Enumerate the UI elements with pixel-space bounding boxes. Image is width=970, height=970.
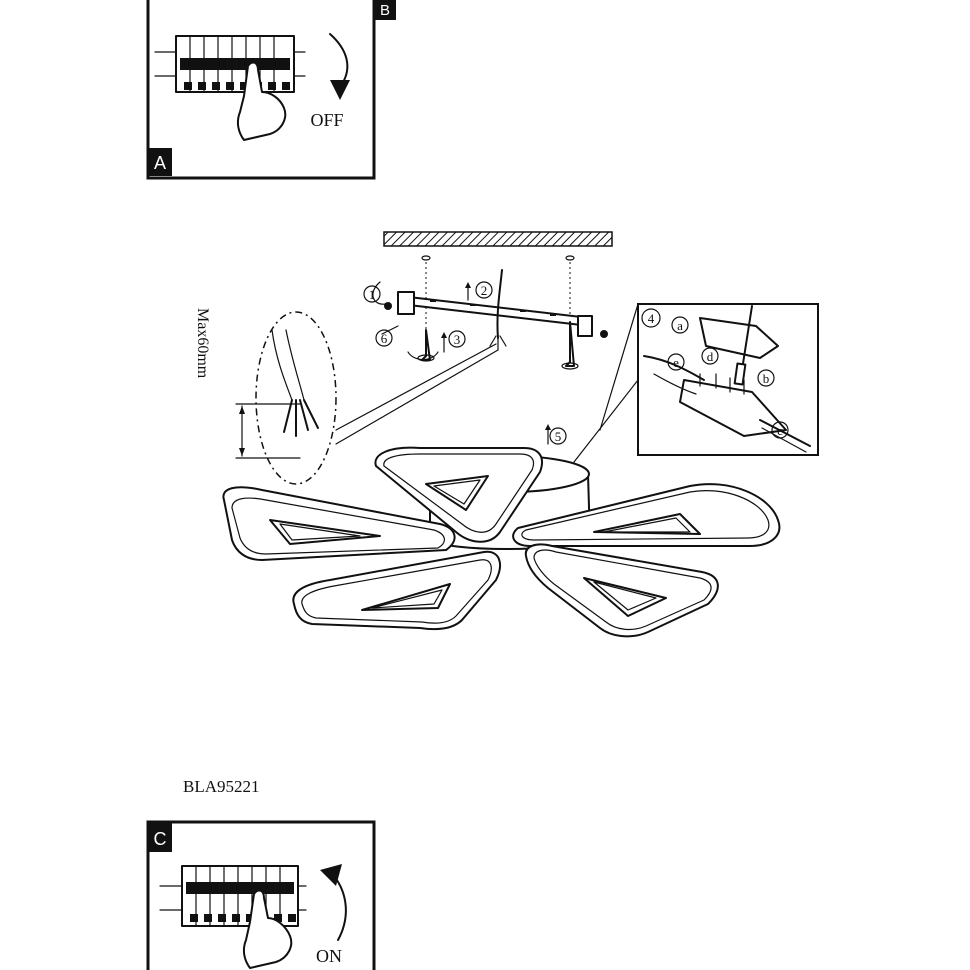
supply-cable <box>497 270 502 338</box>
detail-b-label: b <box>762 371 770 386</box>
panel-b-tag: B <box>379 2 391 19</box>
step-6-label: 6 <box>380 331 388 346</box>
max-length-label: Max60mm <box>194 308 211 379</box>
step-1-label: 1 <box>368 287 376 302</box>
panel-c-tag: C <box>153 829 167 849</box>
arrow-down-icon <box>330 80 350 100</box>
screw-right-icon <box>566 322 574 366</box>
ceiling-hatch <box>384 232 612 246</box>
step-4-label: 4 <box>647 311 655 326</box>
off-label: OFF <box>310 110 344 130</box>
mounting-bracket <box>400 296 590 326</box>
panel-breaker-off <box>148 0 396 178</box>
ceiling-mount <box>373 232 612 444</box>
panel-breaker-on <box>148 822 374 970</box>
chandelier <box>223 448 779 637</box>
model-number: BLA95221 <box>183 777 260 796</box>
step-5-label: 5 <box>554 429 562 444</box>
wiring-detail-panel <box>574 304 818 462</box>
panel-a-tag: A <box>153 153 167 173</box>
on-label: ON <box>316 946 342 966</box>
detail-d-label: d <box>706 349 714 364</box>
breaker-block-on-icon <box>182 866 298 926</box>
step-3-label: 3 <box>453 332 461 347</box>
detail-a-label: a <box>677 318 683 333</box>
breaker-block-off-icon <box>176 36 294 92</box>
detail-e-label: e <box>673 355 679 370</box>
step-2-label: 2 <box>480 283 488 298</box>
petal-front-right <box>526 544 718 636</box>
detail-c-label: c <box>777 423 783 438</box>
petal-front-left <box>293 552 500 629</box>
arrow-curve-down <box>330 34 347 84</box>
